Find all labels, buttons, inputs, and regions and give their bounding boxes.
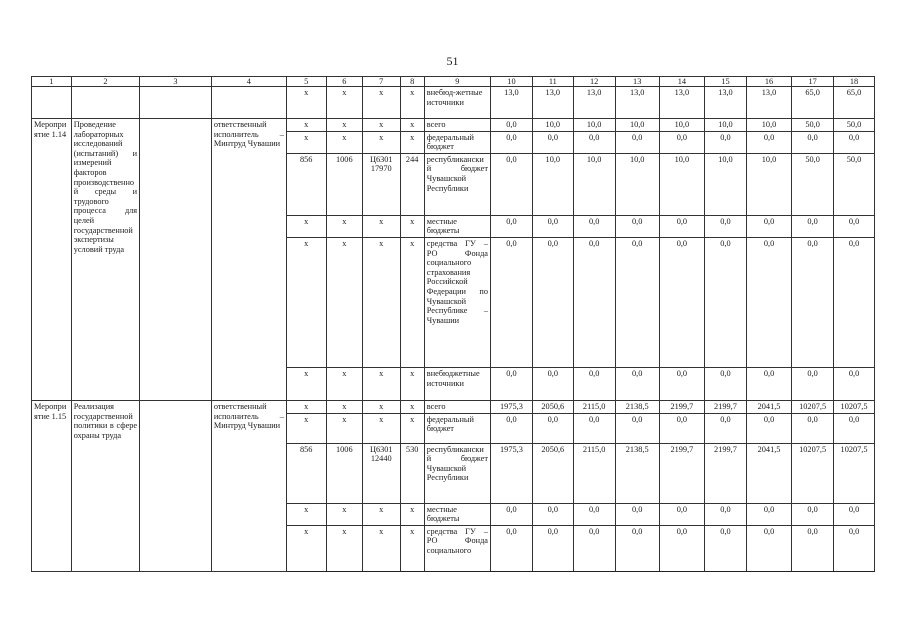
code-cell: x [363,525,401,571]
value-cell: 0,0 [705,413,747,443]
funding-source: республиканский бюджет Чувашской Республики [424,153,490,215]
value-cell: 0,0 [659,367,704,400]
value-cell: 10207,5 [834,443,875,503]
code-cell: 856 [286,443,326,503]
value-cell: 10,0 [573,119,615,132]
value-cell: 10207,5 [792,400,834,413]
empty-cell [140,400,212,571]
code-cell: x [363,503,401,525]
funding-source: средства ГУ – РО Фонда социального страхования Российской Федерации по Чувашской Республике – Чувашии [424,237,490,367]
value-cell: 0,0 [659,215,704,237]
code-cell: x [326,367,362,400]
responsible-executor: ответственный исполнитель – Минтруд Чувашии [211,400,286,571]
value-cell: 1975,3 [490,443,532,503]
code-cell: x [400,413,424,443]
funding-source: местные бюджеты [424,503,490,525]
code-cell: x [286,400,326,413]
value-cell: 0,0 [615,367,659,400]
value-cell: 10,0 [705,153,747,215]
funding-source: всего [424,400,490,413]
funding-source: всего [424,119,490,132]
table-row [32,400,875,413]
value-cell: 0,0 [490,153,532,215]
column-header-13: 13 [615,77,659,87]
value-cell: 0,0 [705,215,747,237]
measure-id: Мероприятие 1.15 [32,400,72,571]
funding-source: внебюджетные источники [424,367,490,400]
value-cell: 2199,7 [659,400,704,413]
value-cell: 10207,5 [792,443,834,503]
value-cell: 0,0 [746,525,791,571]
code-cell: x [400,503,424,525]
column-header-9: 9 [424,77,490,87]
value-cell: 0,0 [490,503,532,525]
value-cell: 0,0 [532,215,573,237]
column-number-row [32,77,875,87]
value-cell: 0,0 [834,215,875,237]
value-cell: 0,0 [746,503,791,525]
value-cell: 0,0 [834,367,875,400]
value-cell: 50,0 [834,153,875,215]
column-header-12: 12 [573,77,615,87]
value-cell: 10,0 [615,119,659,132]
value-cell: 13,0 [532,87,573,119]
value-cell: 0,0 [573,367,615,400]
code-cell: x [400,87,424,119]
value-cell: 2050,6 [532,400,573,413]
code-cell: x [286,503,326,525]
code-cell: 1006 [326,443,362,503]
value-cell: 0,0 [792,131,834,153]
column-header-1: 1 [32,77,72,87]
code-cell: x [363,215,401,237]
value-cell: 10,0 [705,119,747,132]
value-cell: 0,0 [834,237,875,367]
code-cell: x [400,119,424,132]
empty-cell [71,87,139,119]
empty-cell [32,87,72,119]
value-cell: 0,0 [746,215,791,237]
value-cell: 50,0 [792,119,834,132]
code-cell: x [363,367,401,400]
value-cell: 2115,0 [573,443,615,503]
code-cell: x [286,413,326,443]
value-cell: 13,0 [490,87,532,119]
code-cell: Ц6301 12440 [363,443,401,503]
value-cell: 13,0 [659,87,704,119]
empty-cell [140,87,212,119]
funding-source: средства ГУ – РО Фонда социального [424,525,490,571]
funding-source: федеральный бюджет [424,413,490,443]
column-header-15: 15 [705,77,747,87]
code-cell: 1006 [326,153,362,215]
column-header-3: 3 [140,77,212,87]
value-cell: 0,0 [532,131,573,153]
measure-name: Реализация государственной политики в сфере охраны труда [71,400,139,571]
measure-name: Проведение лабораторных исследований (испытаний) и измерений факторов производственной среды и трудового процесса для целей государственной экспертизы условий труда [71,119,139,401]
value-cell: 0,0 [705,525,747,571]
value-cell: 65,0 [834,87,875,119]
empty-cell [211,87,286,119]
funding-source: республиканский бюджет Чувашской Республики [424,443,490,503]
value-cell: 0,0 [615,237,659,367]
value-cell: 0,0 [746,131,791,153]
value-cell: 0,0 [532,525,573,571]
value-cell: 50,0 [792,153,834,215]
value-cell: 0,0 [746,367,791,400]
column-header-8: 8 [400,77,424,87]
code-cell: x [326,503,362,525]
code-cell: x [286,237,326,367]
value-cell: 2041,5 [746,443,791,503]
page-number: 51 [446,54,459,68]
value-cell: 10,0 [532,153,573,215]
column-header-5: 5 [286,77,326,87]
code-cell: 530 [400,443,424,503]
value-cell: 0,0 [573,503,615,525]
table-body [32,77,875,572]
code-cell: x [363,87,401,119]
code-cell: x [326,87,362,119]
value-cell: 0,0 [490,237,532,367]
empty-cell [140,119,212,401]
code-cell: x [326,237,362,367]
value-cell: 0,0 [792,367,834,400]
code-cell: x [326,119,362,132]
value-cell: 10,0 [659,119,704,132]
funding-source: внебюд-жетные источники [424,87,490,119]
value-cell: 0,0 [615,503,659,525]
funding-source: федеральный бюджет [424,131,490,153]
column-header-2: 2 [71,77,139,87]
column-header-10: 10 [490,77,532,87]
value-cell: 0,0 [490,215,532,237]
value-cell: 0,0 [490,413,532,443]
value-cell: 50,0 [834,119,875,132]
value-cell: 0,0 [532,503,573,525]
value-cell: 0,0 [615,215,659,237]
value-cell: 0,0 [615,413,659,443]
value-cell: 0,0 [705,237,747,367]
table-row [32,87,875,119]
value-cell: 0,0 [705,131,747,153]
value-cell: 0,0 [532,237,573,367]
column-header-4: 4 [211,77,286,87]
value-cell: 0,0 [615,131,659,153]
value-cell: 2199,7 [705,443,747,503]
value-cell: 2050,6 [532,443,573,503]
value-cell: 0,0 [792,525,834,571]
code-cell: x [286,87,326,119]
column-header-11: 11 [532,77,573,87]
column-header-16: 16 [746,77,791,87]
value-cell: 2138,5 [615,400,659,413]
column-header-17: 17 [792,77,834,87]
value-cell: 2199,7 [659,443,704,503]
value-cell: 0,0 [792,237,834,367]
code-cell: x [286,525,326,571]
value-cell: 0,0 [659,237,704,367]
value-cell: 0,0 [659,503,704,525]
code-cell: x [400,367,424,400]
value-cell: 10,0 [532,119,573,132]
value-cell: 0,0 [659,413,704,443]
value-cell: 10,0 [746,119,791,132]
code-cell: x [326,525,362,571]
code-cell: x [400,131,424,153]
value-cell: 65,0 [792,87,834,119]
code-cell: x [286,131,326,153]
code-cell: 244 [400,153,424,215]
measure-id: Мероприятие 1.14 [32,119,72,401]
value-cell: 0,0 [490,131,532,153]
value-cell: 2115,0 [573,400,615,413]
value-cell: 13,0 [615,87,659,119]
value-cell: 0,0 [573,525,615,571]
value-cell: 0,0 [659,525,704,571]
value-cell: 0,0 [705,503,747,525]
value-cell: 0,0 [532,367,573,400]
code-cell: x [286,215,326,237]
column-header-6: 6 [326,77,362,87]
value-cell: 13,0 [573,87,615,119]
value-cell: 0,0 [573,215,615,237]
code-cell: x [326,400,362,413]
code-cell: x [363,400,401,413]
code-cell: x [326,413,362,443]
value-cell: 0,0 [573,237,615,367]
budget-table [31,76,875,572]
code-cell: x [363,131,401,153]
value-cell: 0,0 [705,367,747,400]
value-cell: 0,0 [834,131,875,153]
code-cell: Ц6301 17970 [363,153,401,215]
value-cell: 13,0 [705,87,747,119]
value-cell: 0,0 [490,525,532,571]
value-cell: 2041,5 [746,400,791,413]
value-cell: 0,0 [573,413,615,443]
value-cell: 10207,5 [834,400,875,413]
value-cell: 0,0 [573,131,615,153]
value-cell: 0,0 [490,367,532,400]
value-cell: 1975,3 [490,400,532,413]
code-cell: x [400,237,424,367]
table-row [32,119,875,132]
value-cell: 10,0 [573,153,615,215]
column-header-14: 14 [659,77,704,87]
code-cell: x [326,215,362,237]
column-header-7: 7 [363,77,401,87]
code-cell: x [363,237,401,367]
value-cell: 2138,5 [615,443,659,503]
column-header-18: 18 [834,77,875,87]
value-cell: 0,0 [834,525,875,571]
value-cell: 10,0 [659,153,704,215]
funding-source: местные бюджеты [424,215,490,237]
responsible-executor: ответственный исполнитель – Минтруд Чувашии [211,119,286,401]
code-cell: 856 [286,153,326,215]
value-cell: 13,0 [746,87,791,119]
value-cell: 0,0 [834,503,875,525]
value-cell: 0,0 [834,413,875,443]
code-cell: x [400,215,424,237]
code-cell: x [400,525,424,571]
code-cell: x [326,131,362,153]
value-cell: 0,0 [746,237,791,367]
value-cell: 0,0 [746,413,791,443]
value-cell: 0,0 [792,503,834,525]
value-cell: 0,0 [792,413,834,443]
code-cell: x [363,413,401,443]
value-cell: 0,0 [490,119,532,132]
value-cell: 0,0 [792,215,834,237]
value-cell: 0,0 [532,413,573,443]
code-cell: x [286,119,326,132]
value-cell: 0,0 [659,131,704,153]
code-cell: x [400,400,424,413]
value-cell: 2199,7 [705,400,747,413]
code-cell: x [286,367,326,400]
value-cell: 10,0 [746,153,791,215]
code-cell: x [363,119,401,132]
value-cell: 0,0 [615,525,659,571]
value-cell: 10,0 [615,153,659,215]
